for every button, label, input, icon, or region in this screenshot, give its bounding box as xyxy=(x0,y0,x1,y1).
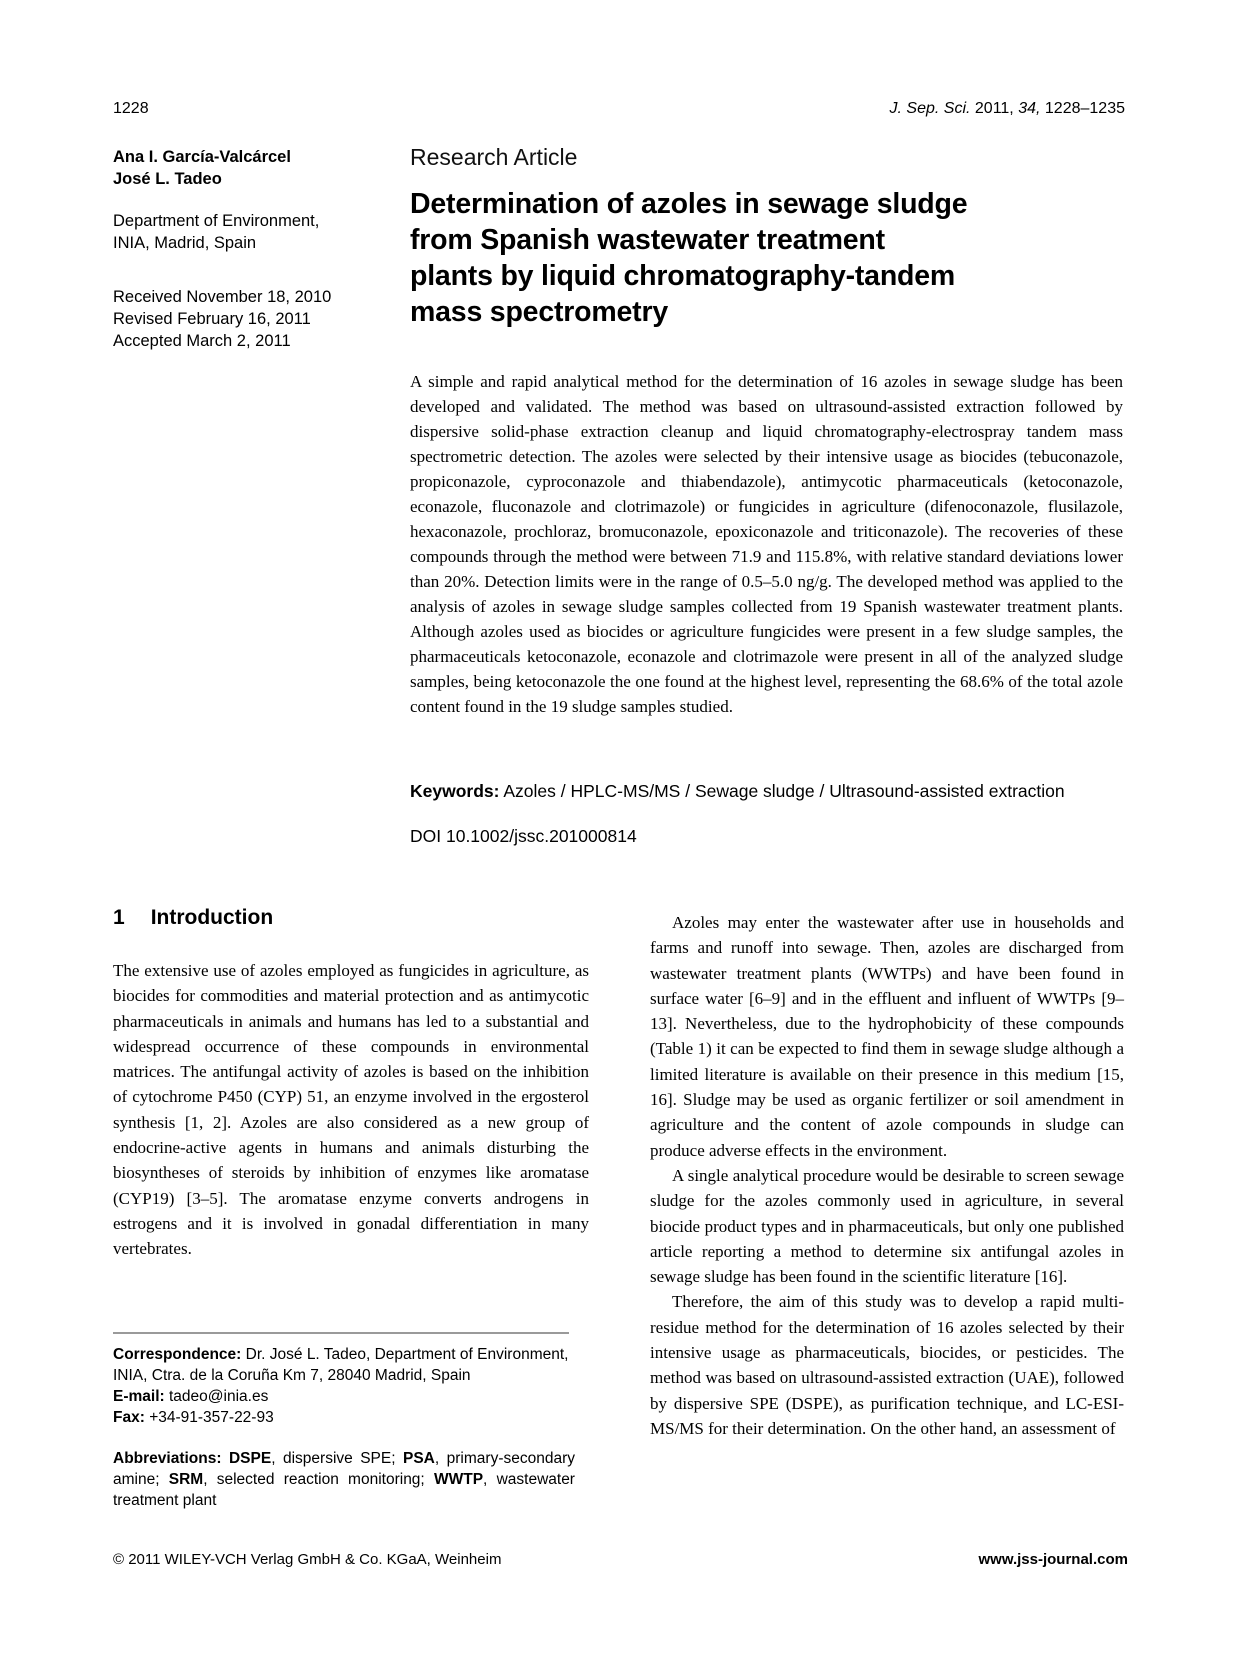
citation-year: 2011, xyxy=(974,100,1014,117)
correspondence-email-row xyxy=(113,1386,575,1407)
email-label: E-mail: xyxy=(113,1388,165,1405)
affiliation-line-2: INIA, Madrid, Spain xyxy=(113,234,257,252)
title-line: from Spanish wastewater treatment xyxy=(410,224,885,256)
correspondence-divider xyxy=(113,1332,569,1334)
section-heading-introduction xyxy=(113,906,273,930)
author-name-2: José L. Tadeo xyxy=(113,170,222,188)
correspondence-label: Correspondence: xyxy=(113,1346,242,1363)
fax-number: +34-91-357-22-93 xyxy=(149,1409,274,1426)
author-block xyxy=(113,146,403,190)
abbreviations-label: Abbreviations: xyxy=(113,1450,222,1467)
received-date: Received November 18, 2010 xyxy=(113,288,332,306)
page-header xyxy=(113,100,1125,118)
affiliation-block xyxy=(113,210,403,254)
title-line: mass spectrometry xyxy=(410,296,668,328)
intro-paragraph-1: The extensive use of azoles employed as fungicides in agriculture, as biocides for commodities and material protection and as antimycotic pharmaceuticals in animals and humans has led to a substantial and widespread occurrence of these compounds in environmental matrices. The antifungal activity of azoles is based on the inhibition of cytochrome P450 (CYP) 51, an enzyme involved in the ergosterol synthesis [1, 2]. Azoles are also considered as a new group of endocrine-active agents in humans and animals disturbing the biosyntheses of steroids by inhibition of enzymes like aromatase (CYP19) [3–5]. The aromatase enzyme converts androgens in estrogens and it is involved in gonadal differentiation in many vertebrates. xyxy=(113,961,589,1259)
correspondence-fax-row xyxy=(113,1407,575,1428)
abbr-dspe-def: , dispersive SPE; xyxy=(271,1450,403,1467)
affiliation-line-1: Department of Environment, xyxy=(113,212,320,230)
correspondence-text: Dr. José L. Tadeo, Department of Environment, INIA, Ctra. de la Coruña Km 7, 28040 Madrid, Spain xyxy=(113,1346,569,1384)
revised-date: Revised February 16, 2011 xyxy=(113,310,311,328)
keywords-label: Keywords: xyxy=(410,781,500,801)
abbr-dspe: DSPE xyxy=(228,1450,272,1467)
abbr-srm-def: , selected reaction monitoring; xyxy=(203,1471,434,1488)
right-column xyxy=(650,910,1124,1441)
section-title: Introduction xyxy=(150,906,274,929)
page-number: 1228 xyxy=(113,100,149,117)
email-link[interactable]: tadeo@inia.es xyxy=(169,1388,269,1405)
abbr-wwtp-def: , wastewater treatment plant xyxy=(113,1471,575,1509)
abbr-srm: SRM xyxy=(168,1471,204,1488)
intro-paragraph-2: Azoles may enter the wastewater after use in households and farms and runoff into sewage. Then, azoles are discharged from wastewater treatment plants (WWTPs) and have been found in surface water [6–9] and in the effluent and influent of WWTPs [9–13]. Nevertheless, due to the hydrophobicity of these compounds (Table 1) it can be expected to find them in sewage sludge although a limited literature is available on their presence in this medium [15, 16]. Sludge may be used as organic fertilizer or soil amendment in agriculture and the content of azole compounds in sludge can produce adverse effects in the environment. xyxy=(650,913,1124,1160)
article-history-block xyxy=(113,286,403,352)
correspondence-block xyxy=(113,1344,575,1428)
citation-volume: 34, xyxy=(1018,100,1041,117)
correspondence-address xyxy=(113,1344,575,1386)
page-footer xyxy=(113,1551,1128,1568)
journal-name: J. Sep. Sci. xyxy=(889,100,971,117)
citation-pages: 1228–1235 xyxy=(1044,100,1125,117)
intro-paragraph-4: Therefore, the aim of this study was to develop a rapid multi-residue method for the determination of 16 azoles selected by their intensive usage as pharmaceuticals, biocides, or pesticides. The method was based on ultrasound-assisted extraction (UAE), followed by dispersive SPE (DSPE), as purification technique, and LC-ESI-MS/MS for their determination. On the other hand, an assessment of xyxy=(650,1292,1124,1438)
fax-label: Fax: xyxy=(113,1409,145,1426)
abbr-wwtp: WWTP xyxy=(433,1471,484,1488)
author-name-1: Ana I. García-Valcárcel xyxy=(113,148,291,166)
keywords-list: Azoles / HPLC-MS/MS / Sewage sludge / Ultrasound-assisted extraction xyxy=(503,781,1065,801)
journal-citation xyxy=(890,100,1125,118)
abbreviations-block xyxy=(113,1448,575,1511)
journal-website-link[interactable]: www.jss-journal.com xyxy=(978,1551,1128,1568)
copyright-notice: © 2011 WILEY-VCH Verlag GmbH & Co. KGaA, Weinheim xyxy=(113,1551,502,1568)
title-line: Determination of azoles in sewage sludge xyxy=(410,188,968,220)
title-line: plants by liquid chromatography-tandem xyxy=(410,260,956,292)
abbr-psa-def: , primary-secondary amine; xyxy=(113,1450,575,1488)
intro-paragraph-3: A single analytical procedure would be desirable to screen sewage sludge for the azoles commonly used in agriculture, in several biocide product types and in pharmaceuticals, but only one published article reporting a method to determine six antifungal azoles in sewage sludge has been found in the scientific literature [16]. xyxy=(650,1165,1124,1287)
accepted-date: Accepted March 2, 2011 xyxy=(113,332,291,350)
doi: DOI 10.1002/jssc.201000814 xyxy=(410,826,637,846)
abbr-psa: PSA xyxy=(403,1450,435,1467)
section-number: 1 xyxy=(113,906,125,929)
abstract-text: A simple and rapid analytical method for the determination of 16 azoles in sewage sludge has been developed and validated. The method was based on ultrasound-assisted extraction followed by dispersive solid-phase extraction cleanup and liquid chromatography-electrospray tandem mass spectrometric detection. The azoles were selected by their intensive usage as biocides (tebuconazole, propiconazole, cyproconazole and thiabendazole), antimycotic pharmaceuticals (ketoconazole, econazole, fluconazole and clotrimazole) or fungicides in agriculture (difenoconazole, flusilazole, hexaconazole, prochloraz, bromuconazole, epoxiconazole and triticonazole). The recoveries of these compounds through the method were between 71.9 and 115.8%, with relative standard deviations lower than 20%. Detection limits were in the range of 0.5–5.0 ng/g. The developed method was applied to the analysis of azoles in sewage sludge samples collected from 19 Spanish wastewater treatment plants. Although azoles used as biocides or agriculture fungicides were present in a few sludge samples, the pharmaceuticals ketoconazole, econazole and clotrimazole were present in all of the analyzed sludge samples, being ketoconazole the one found at the highest level, representing the 68.6% of the total azole content found in the 19 sludge samples studied. xyxy=(410,372,1123,716)
article-type-label: Research Article xyxy=(410,144,578,170)
keywords-block xyxy=(410,780,1123,803)
article-title xyxy=(410,186,1110,330)
